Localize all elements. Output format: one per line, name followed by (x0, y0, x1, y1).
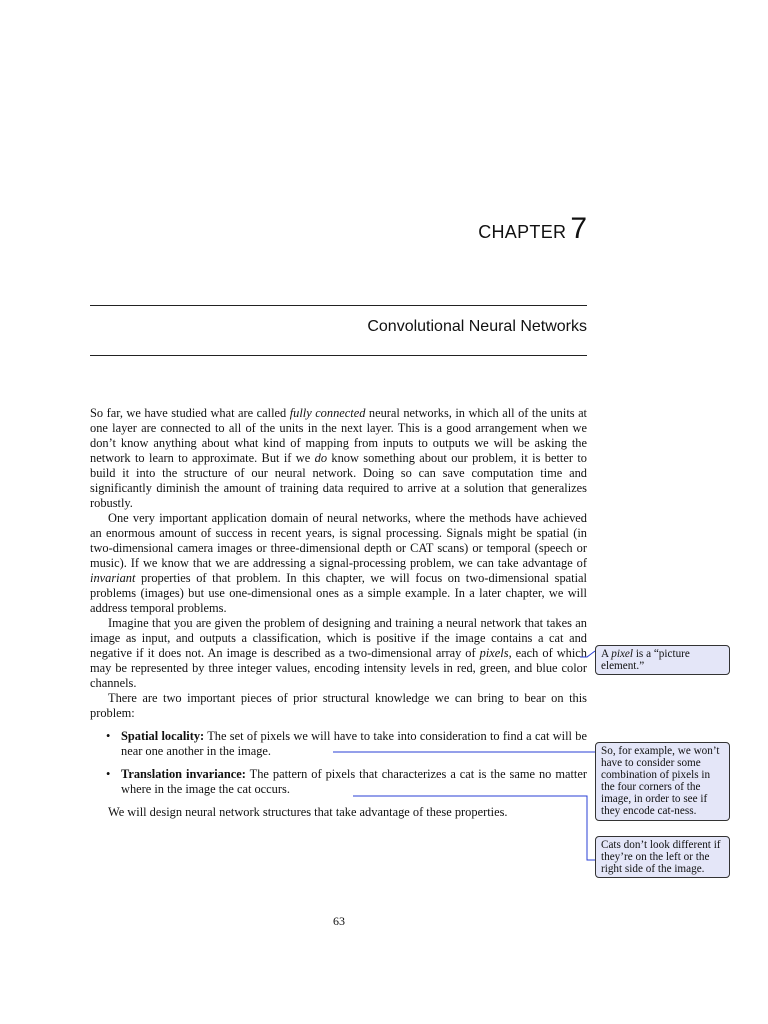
paragraph-2 (90, 511, 587, 616)
paragraph-3 (90, 616, 587, 691)
p2-text-b: properties of that problem. In this chapter, we will focus on two-dimensional spatial problems (images) but use one-dimensional ones as a simple example. In a later chapter, we will address temporal problems. (90, 571, 587, 615)
list-term: Translation invariance: (121, 767, 246, 781)
p1-text-a: So far, we have studied what are called (90, 406, 290, 420)
closing-paragraph: We will design neural network structures that take advantage of these properties. (108, 805, 508, 819)
property-list (90, 729, 587, 797)
p2-emphasis-invariant: invariant (90, 571, 136, 585)
p1-emphasis-do: do (314, 451, 328, 465)
list-term: Spatial locality: (121, 729, 205, 743)
list-text: The pattern of pixels that characterizes a cat is the same no matter where in the image the cat occurs. (121, 767, 587, 796)
body-text (90, 406, 587, 820)
list-text: The set of pixels we will have to take into consideration to find a cat will be near one another in the image. (121, 729, 587, 758)
p1-text-b: neural networks, in which all of the units at one layer are connected to all of the units in the next layer. This is a good arrangement when we don’t know anything about what kind of mapping from inputs to outputs we will be asking the network to learn to approximate. But if we (90, 406, 588, 465)
top-rule (90, 305, 587, 306)
list-item (90, 729, 587, 759)
p3-emphasis-pixels: pixels (479, 646, 509, 660)
paragraph-1 (90, 406, 587, 511)
p3-text-b: , each of which may be represented by three integer values, encoding intensity levels in red, green, and blue color channels. (90, 646, 588, 690)
margin-note-spatial-locality: So, for example, we won’t have to consider some combination of pixels in the four corners of the image, in order to see if they encode cat-ness. (595, 742, 730, 821)
bullet-marker: • (106, 729, 111, 743)
chapter-title: Convolutional Neural Networks (367, 318, 587, 335)
list-item (90, 767, 587, 797)
paragraph-4: There are two important pieces of prior structural knowledge we can bring to bear on this problem: (90, 691, 587, 720)
margin-note-translation-invariance: Cats don’t look different if they’re on the left or the right side of the image. (595, 836, 730, 878)
p1-emphasis-fully-connected: fully connected (289, 406, 366, 420)
chapter-word: CHAPTER (478, 222, 567, 242)
page-number: 63 (333, 914, 345, 928)
p2-text-a: One very important application domain of neural networks, where the methods have achieved an enormous amount of success in recent years, is signal processing. Signals might be spatial (in two-dimensional camera images or three-dimensional depth or CAT scans) or temporal (speech or music). If we know that we are addressing a signal-processing problem, we can take advantage of (90, 511, 587, 570)
p1-text-c: know something about our problem, it is better to build it into the structure of our neural network. Doing so can save computation time and significantly diminish the amount of training data required to arrive at a solution that generalizes robustly. (90, 451, 588, 510)
note-1-text-b: is a “picture element.” (601, 648, 690, 673)
chapter-heading (478, 212, 587, 246)
bottom-rule (90, 355, 587, 356)
note-1-emphasis: pixel (611, 648, 634, 660)
margin-note-pixel (595, 645, 730, 675)
bullet-marker: • (106, 767, 111, 781)
note-1-text-a: A (601, 648, 612, 660)
p3-text-a: Imagine that you are given the problem of designing and training a neural network that takes an image as input, and outputs a classification, which is positive if the image contains a cat and negative if it does not. An image is described as a two-dimensional array of (90, 616, 587, 660)
chapter-number: 7 (570, 212, 587, 245)
